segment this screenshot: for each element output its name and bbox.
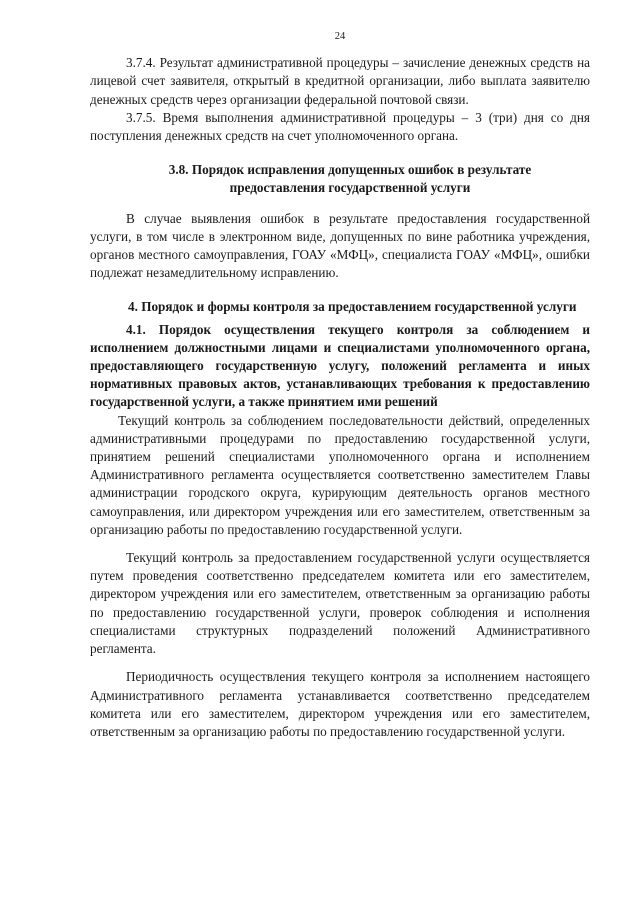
paragraph-4-1-c: Периодичность осуществления текущего контроля за исполнением настоящего Административного регламента устанавливается соответственно председателем комитета или его заместителем, директором учреждения или его заместителем, ответственным за организацию работы по предоставлению государственной услуги. <box>90 669 590 739</box>
paragraph-4-1-b: Текущий контроль за предоставлением государственной услуги осуществляется путем проведения соответственно председателем комитета или его заместителем, директором учреждения или его заместителем, ответственным за организацию работы по предоставлению государственной услуги, проверок соблюдения и исполнения специалистами структурных подразделений положений Административного регламента. <box>90 550 590 657</box>
section-heading-4: 4. Порядок и формы контроля за предоставлением государственной услуги <box>128 299 577 315</box>
paragraph-4-1-a: Текущий контроль за соблюдением последовательности действий, определенных административными процедурами по предоставлению государственной услуги, принятием решений специалистами уполномоченного органа и исполнением Административного регламента осуществляется соответственно заместителем Главы администрации городского округа, курирующим деятельность органов местного самоуправления, или директором учреждения или его заместителем, ответственным за организацию работы по предоставлению государственной услуги. <box>90 412 590 537</box>
paragraph-3-8: В случае выявления ошибок в результате предоставления государственной услуги, в том числе в электронном виде, допущенных по вине работника учреждения, органов местного самоуправления, ГОАУ «МФЦ», специалиста ГОАУ «МФЦ», ошибки подлежат незамедлительному исправлению. <box>90 210 590 281</box>
paragraph-3-7-4: 3.7.4. Результат административной процедуры – зачисление денежных средств на лицевой счет заявителя, открытый в кредитной организации, либо выплата заявителю денежных средств через организации федеральной почтовой связи. <box>90 55 590 107</box>
subsection-heading-4-1: 4.1. Порядок осуществления текущего контроля за соблюдением и исполнением должностными лицами и специалистами уполномоченного органа, предоставляющего государственную услугу, положений регламента и иных нормативных правовых актов, устанавливающих требования к предоставлению государственной услуги, а также принятием ими решений <box>90 321 590 410</box>
paragraph-3-7-5: 3.7.5. Время выполнения административной процедуры – 3 (три) дня со дня поступления денежных средств на счет уполномоченного органа. <box>90 109 590 144</box>
page-number: 24 <box>334 31 346 42</box>
section-heading-3-8: 3.8. Порядок исправления допущенных ошибок в результате предоставления государственной услуги <box>168 162 532 196</box>
